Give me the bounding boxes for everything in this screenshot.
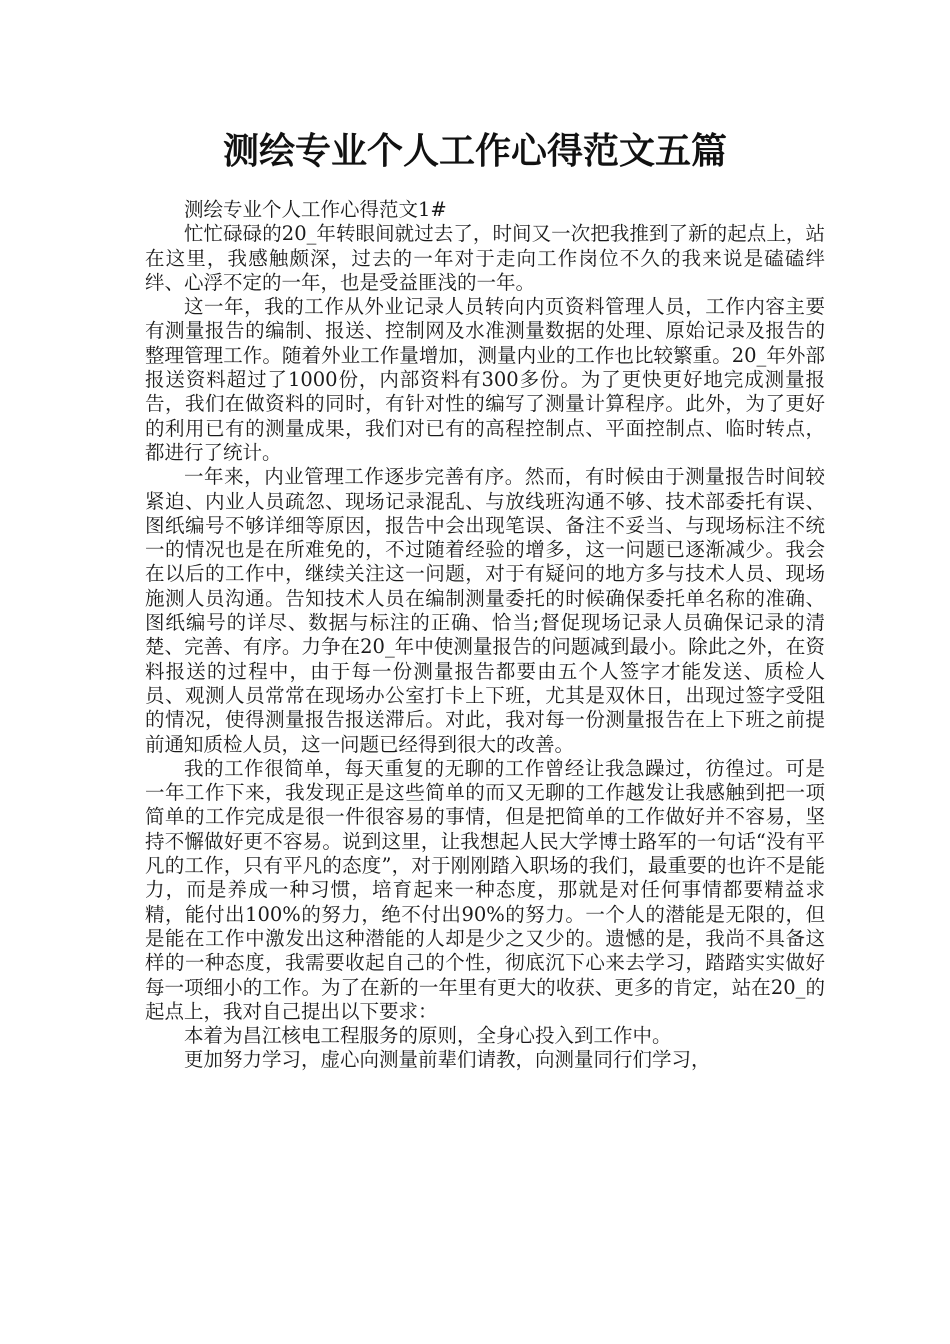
document-title: 测绘专业个人工作心得范文五篇 — [222, 131, 727, 172]
document-body — [145, 198, 825, 1073]
section-heading: 测绘专业个人工作心得范文1# — [184, 198, 447, 221]
paragraph: 一年来，内业管理工作逐步完善有序。然而，有时候由于测量报告时间较紧迫、内业人员疏忽、现场记录混乱、与放线班沟通不够、技术部委托有误、图纸编号不够详细等原因，报告中会出现笔误、备注不妥当、与现场标注不统一的情况也是在所难免的，不过随着经验的增多，这一问题已逐渐减少。我会在以后的工作中，继续关注这一问题，对于有疑问的地方多与技术人员、现场施测人员沟通。告知技术人员在编制测量委托的时候确保委托单名称的准确、图纸编号的详尽、数据与标注的正确、恰当;督促现场记录人员确保记录的清楚、完善、有序。力争在20_年中使测量报告的问题减到最小。除此之外，在资料报送的过程中，由于每一份测量报告都要由五个人签字才能发送、质检人员、观测人员常常在现场办公室打卡上下班，尤其是双休日，出现过签字受阻的情况，使得测量报告报送滞后。对此，我对每一份测量报告在上下班之前提前通知质检人员，这一问题已经得到很大的改善。 — [145, 465, 825, 756]
paragraph: 我的工作很简单，每天重复的无聊的工作曾经让我急躁过，彷徨过。可是一年工作下来，我发现正是这些简单的而又无聊的工作越发让我感触到把一项简单的工作完成是很一件很容易的事情，但是把简单的工作做好并不容易，坚持不懈做好更不容易。说到这里，让我想起人民大学博士路军的一句话“没有平凡的工作，只有平凡的态度”，对于刚刚踏入职场的我们，最重要的也许不是能力，而是养成一种习惯，培育起来一种态度，那就是对任何事情都要精益求精，能付出100%的努力，绝不付出90%的努力。一个人的潜能是无限的，但是能在工作中激发出这种潜能的人却是少之又少的。遗憾的是，我尚不具备这样的一种态度，我需要收起自己的个性，彻底沉下心来去学习，踏踏实实做好每一项细小的工作。为了在新的一年里有更大的收获、更多的肯定，站在20_的起点上，我对自己提出以下要求： — [145, 756, 825, 1023]
paragraph: 本着为昌江核电工程服务的原则，全身心投入到工作中。 — [184, 1024, 672, 1048]
paragraph: 这一年，我的工作从外业记录人员转向内页资料管理人员，工作内容主要有测量报告的编制、报送、控制网及水准测量数据的处理、原始记录及报告的整理管理工作。随着外业工作量增加，测量内业的工作也比较繁重。20_年外部报送资料超过了1000份，内部资料有300多份。为了更快更好地完成测量报告，我们在做资料的同时，有针对性的编写了测量计算程序。此外，为了更好的利用已有的测量成果，我们对已有的高程控制点、平面控制点、临时转点，都进行了统计。 — [145, 295, 825, 464]
paragraph: 更加努力学习，虚心向测量前辈们请教，向测量同行们学习， — [184, 1048, 711, 1072]
paragraph: 忙忙碌碌的20_年转眼间就过去了，时间又一次把我推到了新的起点上，站在这里，我感触颇深，过去的一年对于走向工作岗位不久的我来说是磕磕绊绊、心浮不定的一年，也是受益匪浅的一年。 — [145, 222, 825, 294]
